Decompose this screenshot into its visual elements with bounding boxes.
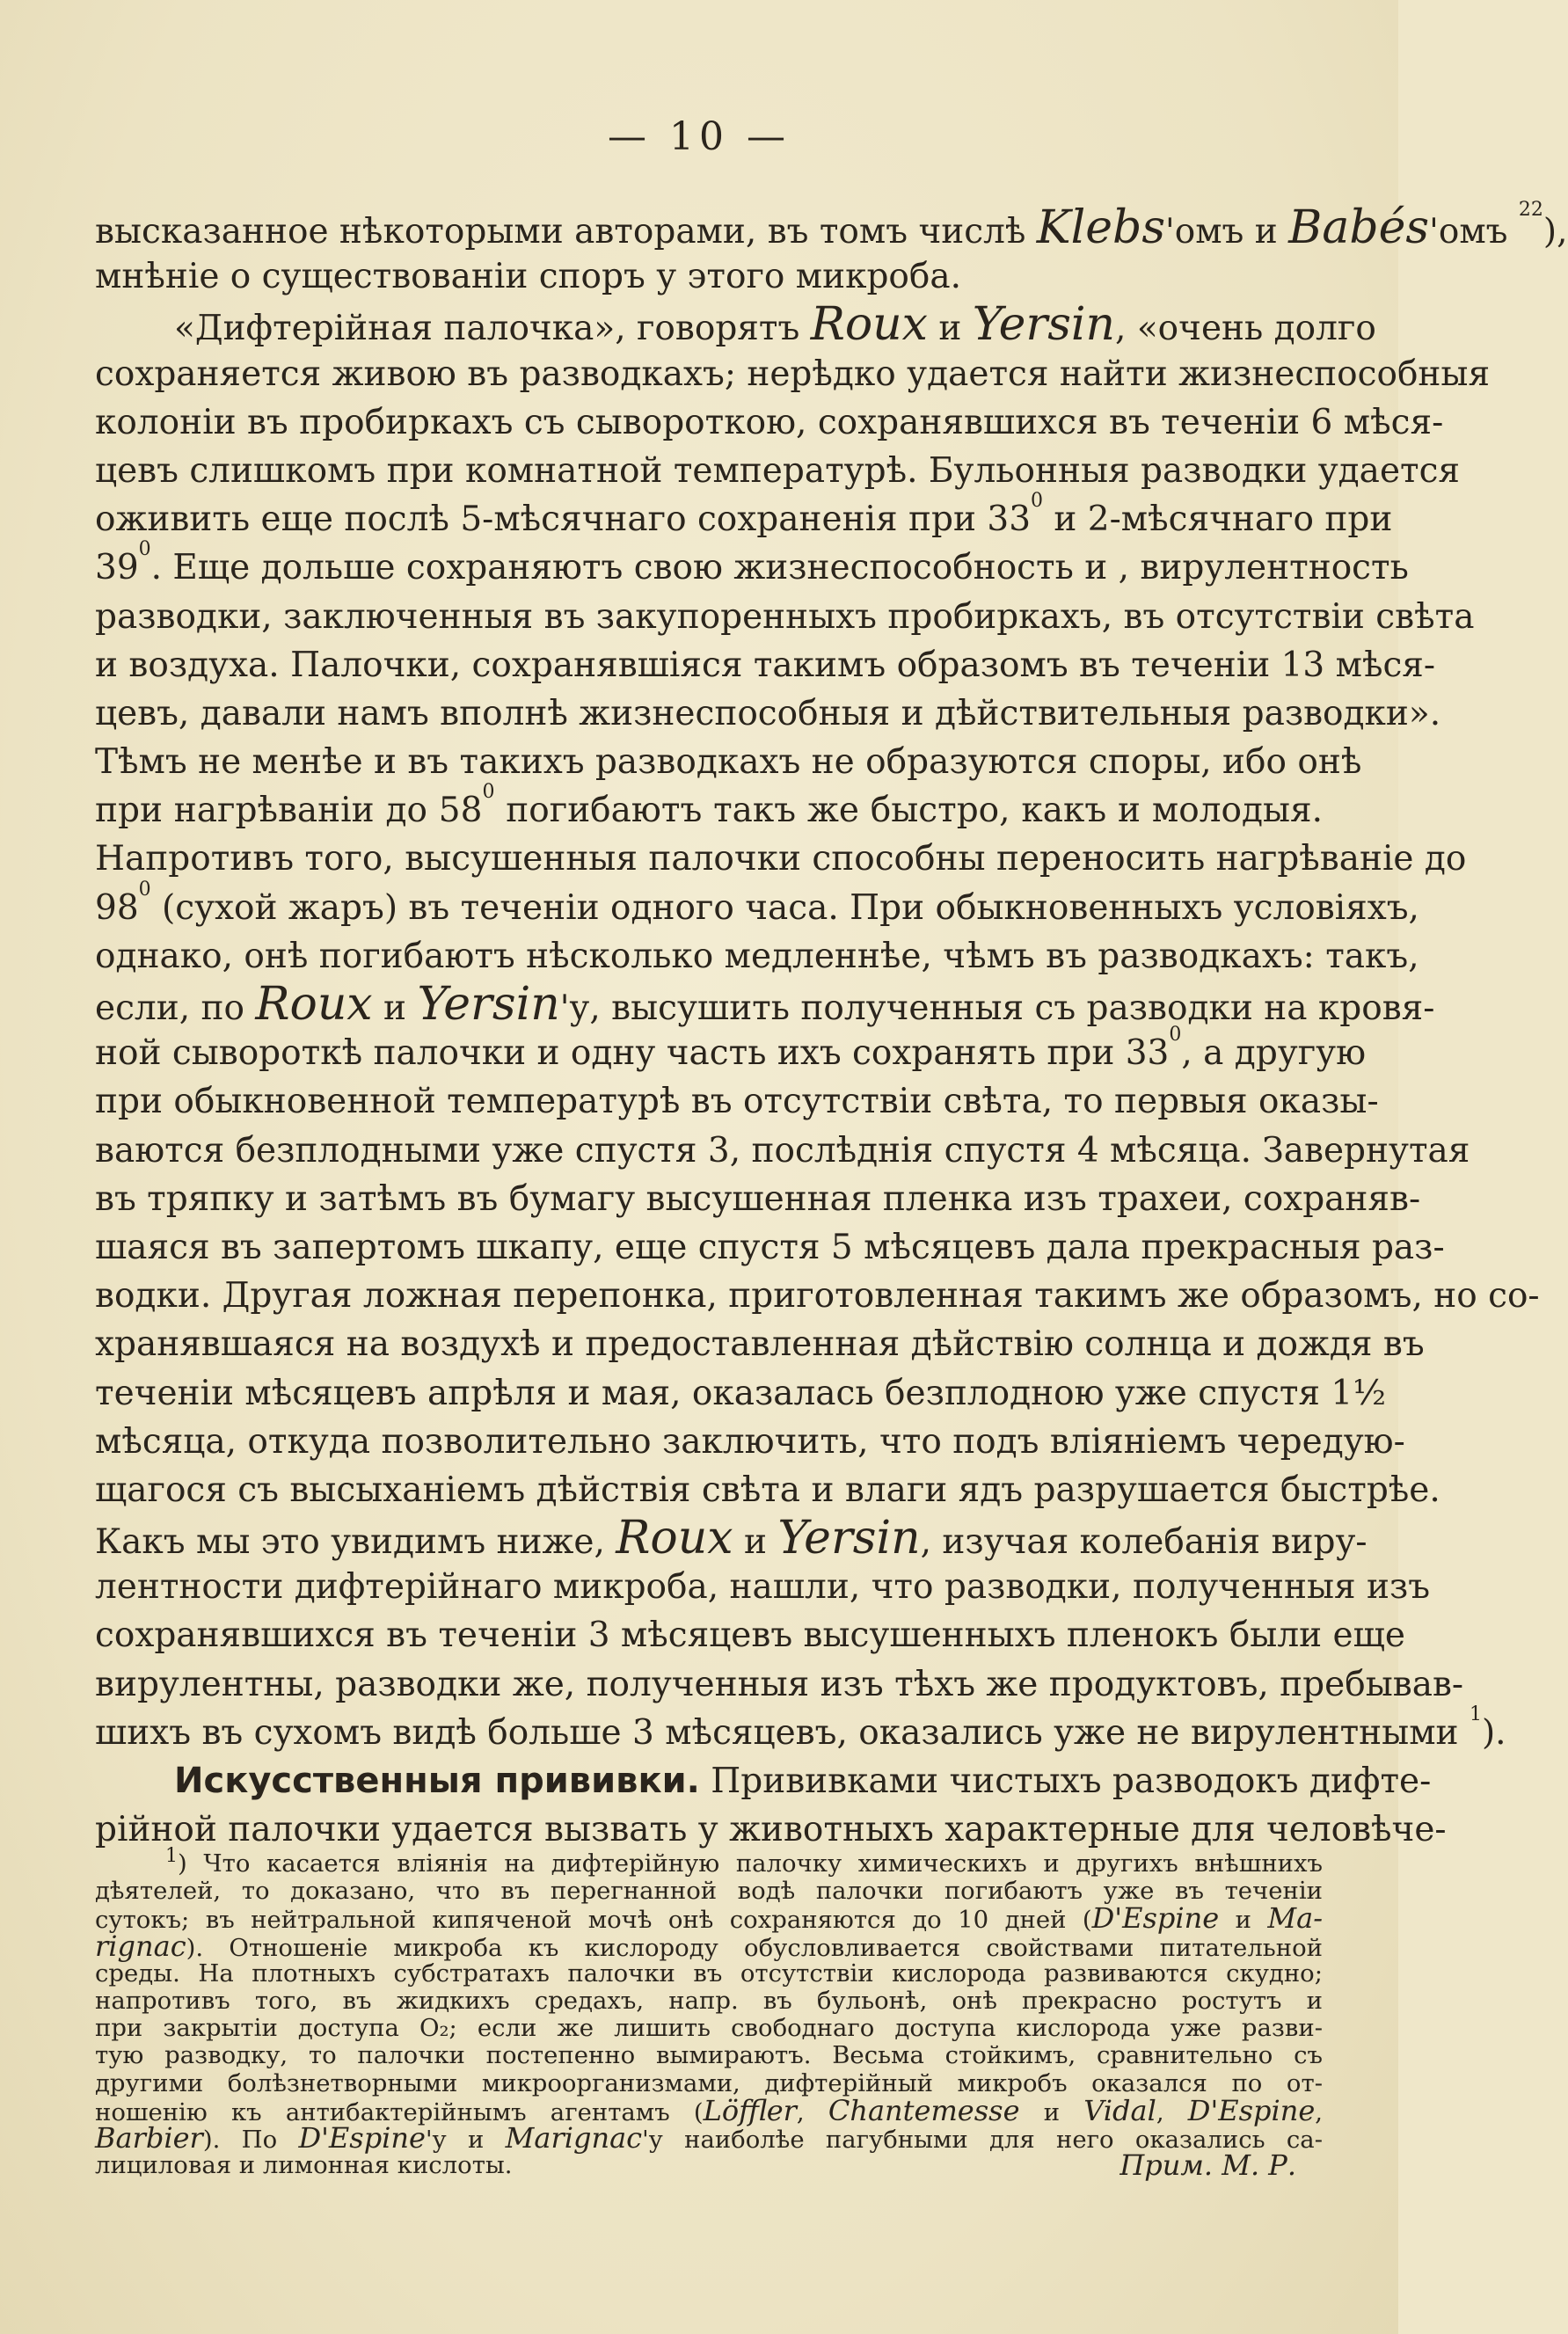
text-line: теченіи мѣсяцевъ апрѣля и мая, оказалась безплодною уже спустя 1½ [95, 1373, 1387, 1413]
text-line: сохранявшихся въ теченіи 3 мѣсяцевъ высушенныхъ пленокъ были еще [95, 1616, 1405, 1656]
footnote-line: $^1$) Что касается вліянія на дифтерійную палочку химическихъ и другихъ внѣшнихъ [165, 1845, 1323, 1878]
footnote-line: rignac). Отношеніе микроба къ кислороду обусловливается свойствами питательной [95, 1929, 1323, 1963]
footnote-line: Barbier). По D'Espine'у и Marignac'у наиболѣе пагубными для него оказались са- [95, 2120, 1323, 2155]
text-line: если, по Roux и Yersin'у, высушить полученныя съ разводки на кровя- [95, 978, 1435, 1031]
text-line: однако, онѣ погибаютъ нѣсколько медленнѣе, чѣмъ въ разводкахъ: такъ, [95, 936, 1419, 976]
text-line: щагося съ высыханіемъ дѣйствія свѣта и влаги ядъ разрушается быстрѣе. [95, 1470, 1440, 1510]
text-line: цевъ, давали намъ вполнѣ жизнеспособныя и дѣйствительныя разводки». [95, 693, 1441, 733]
text-line: сохраняется живою въ разводкахъ; нерѣдко удается найти жизнеспособныя [95, 354, 1491, 394]
reference-marker: 22 [1518, 199, 1543, 221]
text-line: Искусственныя прививки. Прививками чистыхъ разводокъ дифте- [174, 1761, 1432, 1801]
author-name: Babés [1288, 201, 1430, 254]
text-line: водки. Другая ложная перепонка, приготовленная такимъ же образомъ, но со- [95, 1276, 1540, 1317]
text-line: Тѣмъ не менѣе и въ такихъ разводкахъ не образуются споры, ибо онѣ [95, 742, 1362, 783]
author-name: Yersin [972, 298, 1116, 352]
footnote-line: лициловая и лимонная кислоты. Прим. М. Р. [95, 2152, 1323, 2179]
footnote-line: дѣятелей, то доказано, что въ перегнанной водѣ палочки погибаютъ уже въ теченіи [95, 1877, 1323, 1906]
footnote-line: сутокъ; въ нейтральной кипяченой мочѣ онѣ сохраняются до 10 дней (D'Espine и Ma- [95, 1901, 1324, 1936]
author-name: Klebs [1036, 201, 1166, 254]
author-name: Yersin [777, 1512, 921, 1565]
footnote-signature: Прим. М. Р. [1119, 2148, 1296, 2183]
text-line: въ тряпку и затѣмъ въ бумагу высушенная пленка изъ трахеи, сохраняв- [95, 1178, 1421, 1219]
text-line: рійной палочки удается вызвать у животныхъ характерные для человѣче- [95, 1810, 1447, 1850]
text-line: колоніи въ пробиркахъ съ сывороткою, сохранявшихся въ теченіи 6 мѣся- [95, 402, 1444, 442]
author-name: Roux [810, 298, 928, 352]
text-line: цевъ слишкомъ при комнатной температурѣ. Бульонныя разводки удается [95, 450, 1461, 491]
text-line: лентности дифтерійнаго микроба, нашли, что разводки, полученныя изъ [95, 1567, 1431, 1608]
text-line: шихъ въ сухомъ видѣ больше 3 мѣсяцевъ, оказались уже не вирулентными $^1$). [95, 1703, 1506, 1753]
author-name: Roux [255, 978, 373, 1031]
text-line: вирулентны, разводки же, полученныя изъ тѣхъ же продуктовъ, пребывав- [95, 1664, 1464, 1704]
text-line: ной сывороткѣ палочки и одну часть ихъ сохранять при $33^0$, а другую [95, 1024, 1367, 1074]
footnote-line: при закрытіи доступа O₂; если же лишить свободнаго доступа кислорода уже разви- [95, 2014, 1323, 2043]
footnote-line: среды. На плотныхъ субстратахъ палочки въ отсутствіи кислорода развиваются скудно; [95, 1958, 1323, 1988]
text-line: Какъ мы это увидимъ ниже, Roux и Yersin, изучая колебанія виру- [95, 1512, 1367, 1565]
footnote [95, 1845, 1324, 2183]
text-line: ваются безплодными уже спустя 3, послѣднія спустя 4 мѣсяца. Завернутая [95, 1130, 1470, 1171]
text-line: Напротивъ того, высушенныя палочки способны переносить нагрѣваніе до [95, 839, 1467, 879]
footnote-marker: 1 [1469, 1703, 1482, 1725]
text-line: $98^0$ (сухой жаръ) въ теченіи одного часа. При обыкновенныхъ условіяхъ, [95, 878, 1419, 928]
text-line: высказанное нѣкоторыми авторами, въ томъ числѣ Klebs'омъ и Babés'омъ $^{22}$), [95, 199, 1568, 254]
footnote-line: напротивъ того, въ жидкихъ средахъ, напр. въ бульонѣ, онѣ прекрасно ростутъ и [95, 1986, 1323, 2015]
text-line: разводки, заключенныя въ закупоренныхъ пробиркахъ, въ отсутствіи свѣта [95, 596, 1475, 637]
text-line: и воздуха. Палочки, сохранявшіяся такимъ образомъ въ теченіи 13 мѣся- [95, 645, 1436, 685]
text-line: «Дифтерійная палочка», говорятъ Roux и Yersin, «очень долго [174, 298, 1376, 352]
author-name: Roux [616, 1512, 733, 1565]
section-heading: Искусственныя прививки. [174, 1761, 700, 1801]
text-line: при обыкновенной температурѣ въ отсутствіи свѣта, то первыя оказы- [95, 1082, 1379, 1122]
footnote-line: тую разводку, то палочки постепенно вымираютъ. Весьма стойкимъ, сравнительно съ [95, 2041, 1323, 2070]
text-line: хранявшаяся на воздухѣ и предоставленная дѣйствію солнца и дождя въ [95, 1324, 1425, 1365]
main-text [95, 199, 1568, 1854]
text-line: при нагрѣваніи до $58^0$ погибаютъ такъ же быстро, какъ и молодыя. [95, 781, 1324, 831]
author-name: Yersin [417, 978, 560, 1031]
text-line: мнѣніе о существованіи споръ у этого микроба. [95, 257, 962, 297]
text-line: шаяся въ запертомъ шкапу, еще спустя 5 мѣсяцевъ дала прекрасныя раз- [95, 1227, 1445, 1267]
text-line: мѣсяца, откуда позволительно заключить, что подъ вліяніемъ чередую- [95, 1421, 1405, 1462]
footnote-line: другими болѣзнетворными микроорганизмами, дифтерійный микробъ оказался по от- [95, 2068, 1323, 2097]
footnote-line: ношенію къ антибактерійнымъ агентамъ (Löffler, Chantemesse и Vidal, D'Espine, [95, 2093, 1324, 2127]
text-line: $39^0$. Еще дольше сохраняютъ свою жизнеспособность и , вирулентность [95, 538, 1409, 588]
page-number: — 10 — [608, 114, 791, 159]
text-line: оживить еще послѣ 5-мѣсячнаго сохраненія при $33^0$ и 2-мѣсячнаго при [95, 490, 1393, 540]
